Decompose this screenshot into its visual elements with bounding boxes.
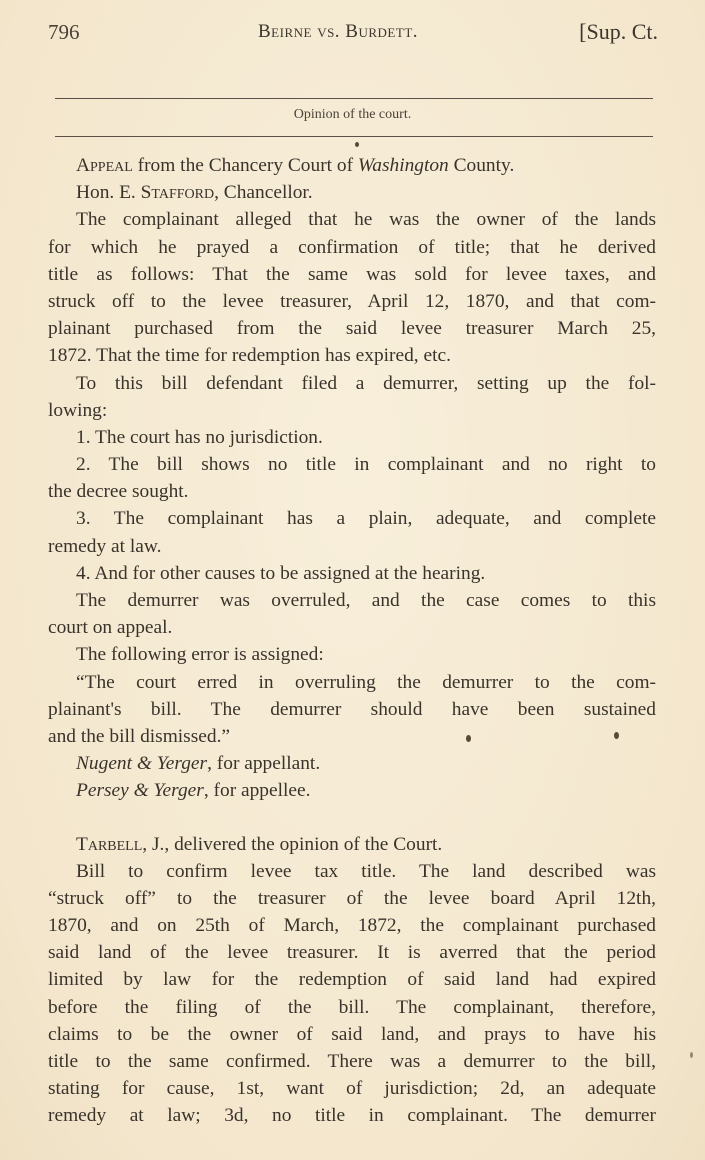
counsel-appellee — [48, 777, 656, 804]
court-tag: [Sup. Ct. — [579, 19, 658, 44]
counsel-amp: & — [128, 780, 154, 802]
section-head: Opinion of the court. — [293, 107, 412, 122]
demurrer-paragraph — [48, 370, 656, 424]
statement-paragraph — [48, 206, 656, 369]
counsel-name: Yerger — [156, 753, 208, 775]
counsel-name: Persey — [76, 780, 129, 802]
counsel-role: , for appellant. — [207, 753, 321, 775]
ink-speck — [466, 735, 471, 742]
ink-speck — [690, 1052, 693, 1058]
body-text — [48, 152, 656, 1130]
text-line: said land of the levee treasurer. It is averred that the period — [48, 942, 656, 964]
ink-speck — [355, 142, 359, 147]
ground-item: 2. The bill shows no title in complainant and no right to — [76, 454, 656, 476]
text-line: court on appeal. — [48, 617, 173, 639]
text-line: The complainant alleged that he was the owner of the lands — [76, 209, 656, 231]
ground-item: 4. And for other causes to be assigned at the hearing. — [76, 562, 486, 584]
running-head — [48, 20, 658, 60]
text-line: lowing: — [48, 399, 108, 421]
text-line: claims to be the owner of said land, and prays to have his — [48, 1023, 656, 1045]
text-line: title as follows: That the same was sold for levee taxes, and — [48, 263, 656, 285]
page-number: 796 — [48, 20, 80, 44]
appeal-text-end: County. — [448, 155, 515, 176]
opinion-paragraph — [48, 858, 656, 1130]
text-line: Bill to confirm levee tax title. The land described was — [76, 860, 656, 882]
justice-name: Tarbell — [76, 833, 143, 855]
text-line: “The court erred in overruling the demurrer to the com- — [76, 671, 656, 693]
appeal-line — [48, 152, 656, 179]
counsel-appellant — [48, 750, 656, 777]
text-line: plainant's bill. The demurrer should have been sustained — [48, 698, 656, 720]
attribution-text: , J., delivered the opinion of the Court. — [142, 833, 443, 855]
text-line: remedy at law; 3d, no title in complainant. The demurrer — [48, 1105, 656, 1127]
appeal-caps: Appeal — [76, 155, 133, 176]
opinion-attribution — [48, 831, 656, 858]
header-rule-top — [55, 98, 653, 99]
error-intro: The following error is assigned: — [76, 644, 324, 666]
counsel-name: Yerger — [153, 780, 204, 802]
text-line: “struck off” to the treasurer of the levee board April 12th, — [48, 887, 656, 909]
header-rule-bottom — [55, 136, 653, 137]
grounds-list — [48, 424, 656, 587]
text-line: 1872. That the time for redemption has expired, etc. — [48, 345, 451, 367]
text-line: before the filing of the bill. The complainant, therefore, — [48, 996, 656, 1018]
ground-item-cont: remedy at law. — [48, 535, 162, 557]
overruled-paragraph — [48, 587, 656, 641]
section-gap — [48, 805, 656, 831]
counsel-role: , for appellee. — [203, 780, 311, 802]
appeal-text: from the Chancery Court of — [132, 155, 358, 176]
ink-speck — [614, 732, 619, 739]
ground-item: 1. The court has no jurisdiction. — [76, 426, 323, 448]
text-line: and the bill dismissed.” — [48, 725, 231, 747]
text-line: title to the same confirmed. There was a demurrer to the bill, — [48, 1051, 656, 1072]
text-line: struck off to the levee treasurer, April 12, 1870, and that com- — [48, 290, 656, 312]
case-title: Beirne vs. Burdett. — [258, 21, 419, 42]
judge-name: Stafford — [140, 182, 215, 204]
text-line: limited by law for the redemption of said land had expired — [48, 969, 656, 991]
text-line: stating for cause, 1st, want of jurisdiction; 2d, an adequate — [48, 1078, 656, 1100]
text-line: plainant purchased from the said levee treasurer March 25, — [48, 318, 656, 340]
text-line: To this bill defendant filed a demurrer, setting up the fol- — [76, 372, 656, 394]
ground-item-cont: the decree sought. — [48, 481, 189, 503]
judge-line — [48, 179, 656, 206]
text-line: 1870, and on 25th of March, 1872, the complainant purchased — [48, 915, 656, 937]
counsel-name: Nugent — [76, 753, 133, 775]
judge-prefix: Hon. E. — [76, 182, 141, 204]
judge-suffix: , Chancellor. — [214, 182, 313, 204]
text-line: The demurrer was overruled, and the case comes to this — [76, 590, 656, 611]
counsel-amp: & — [132, 753, 157, 775]
county-name: Washington — [357, 155, 449, 176]
error-quote — [48, 669, 656, 751]
text-line: for which he prayed a confirmation of title; that he derived — [48, 236, 656, 258]
ground-item: 3. The complainant has a plain, adequate, and complete — [76, 508, 656, 530]
